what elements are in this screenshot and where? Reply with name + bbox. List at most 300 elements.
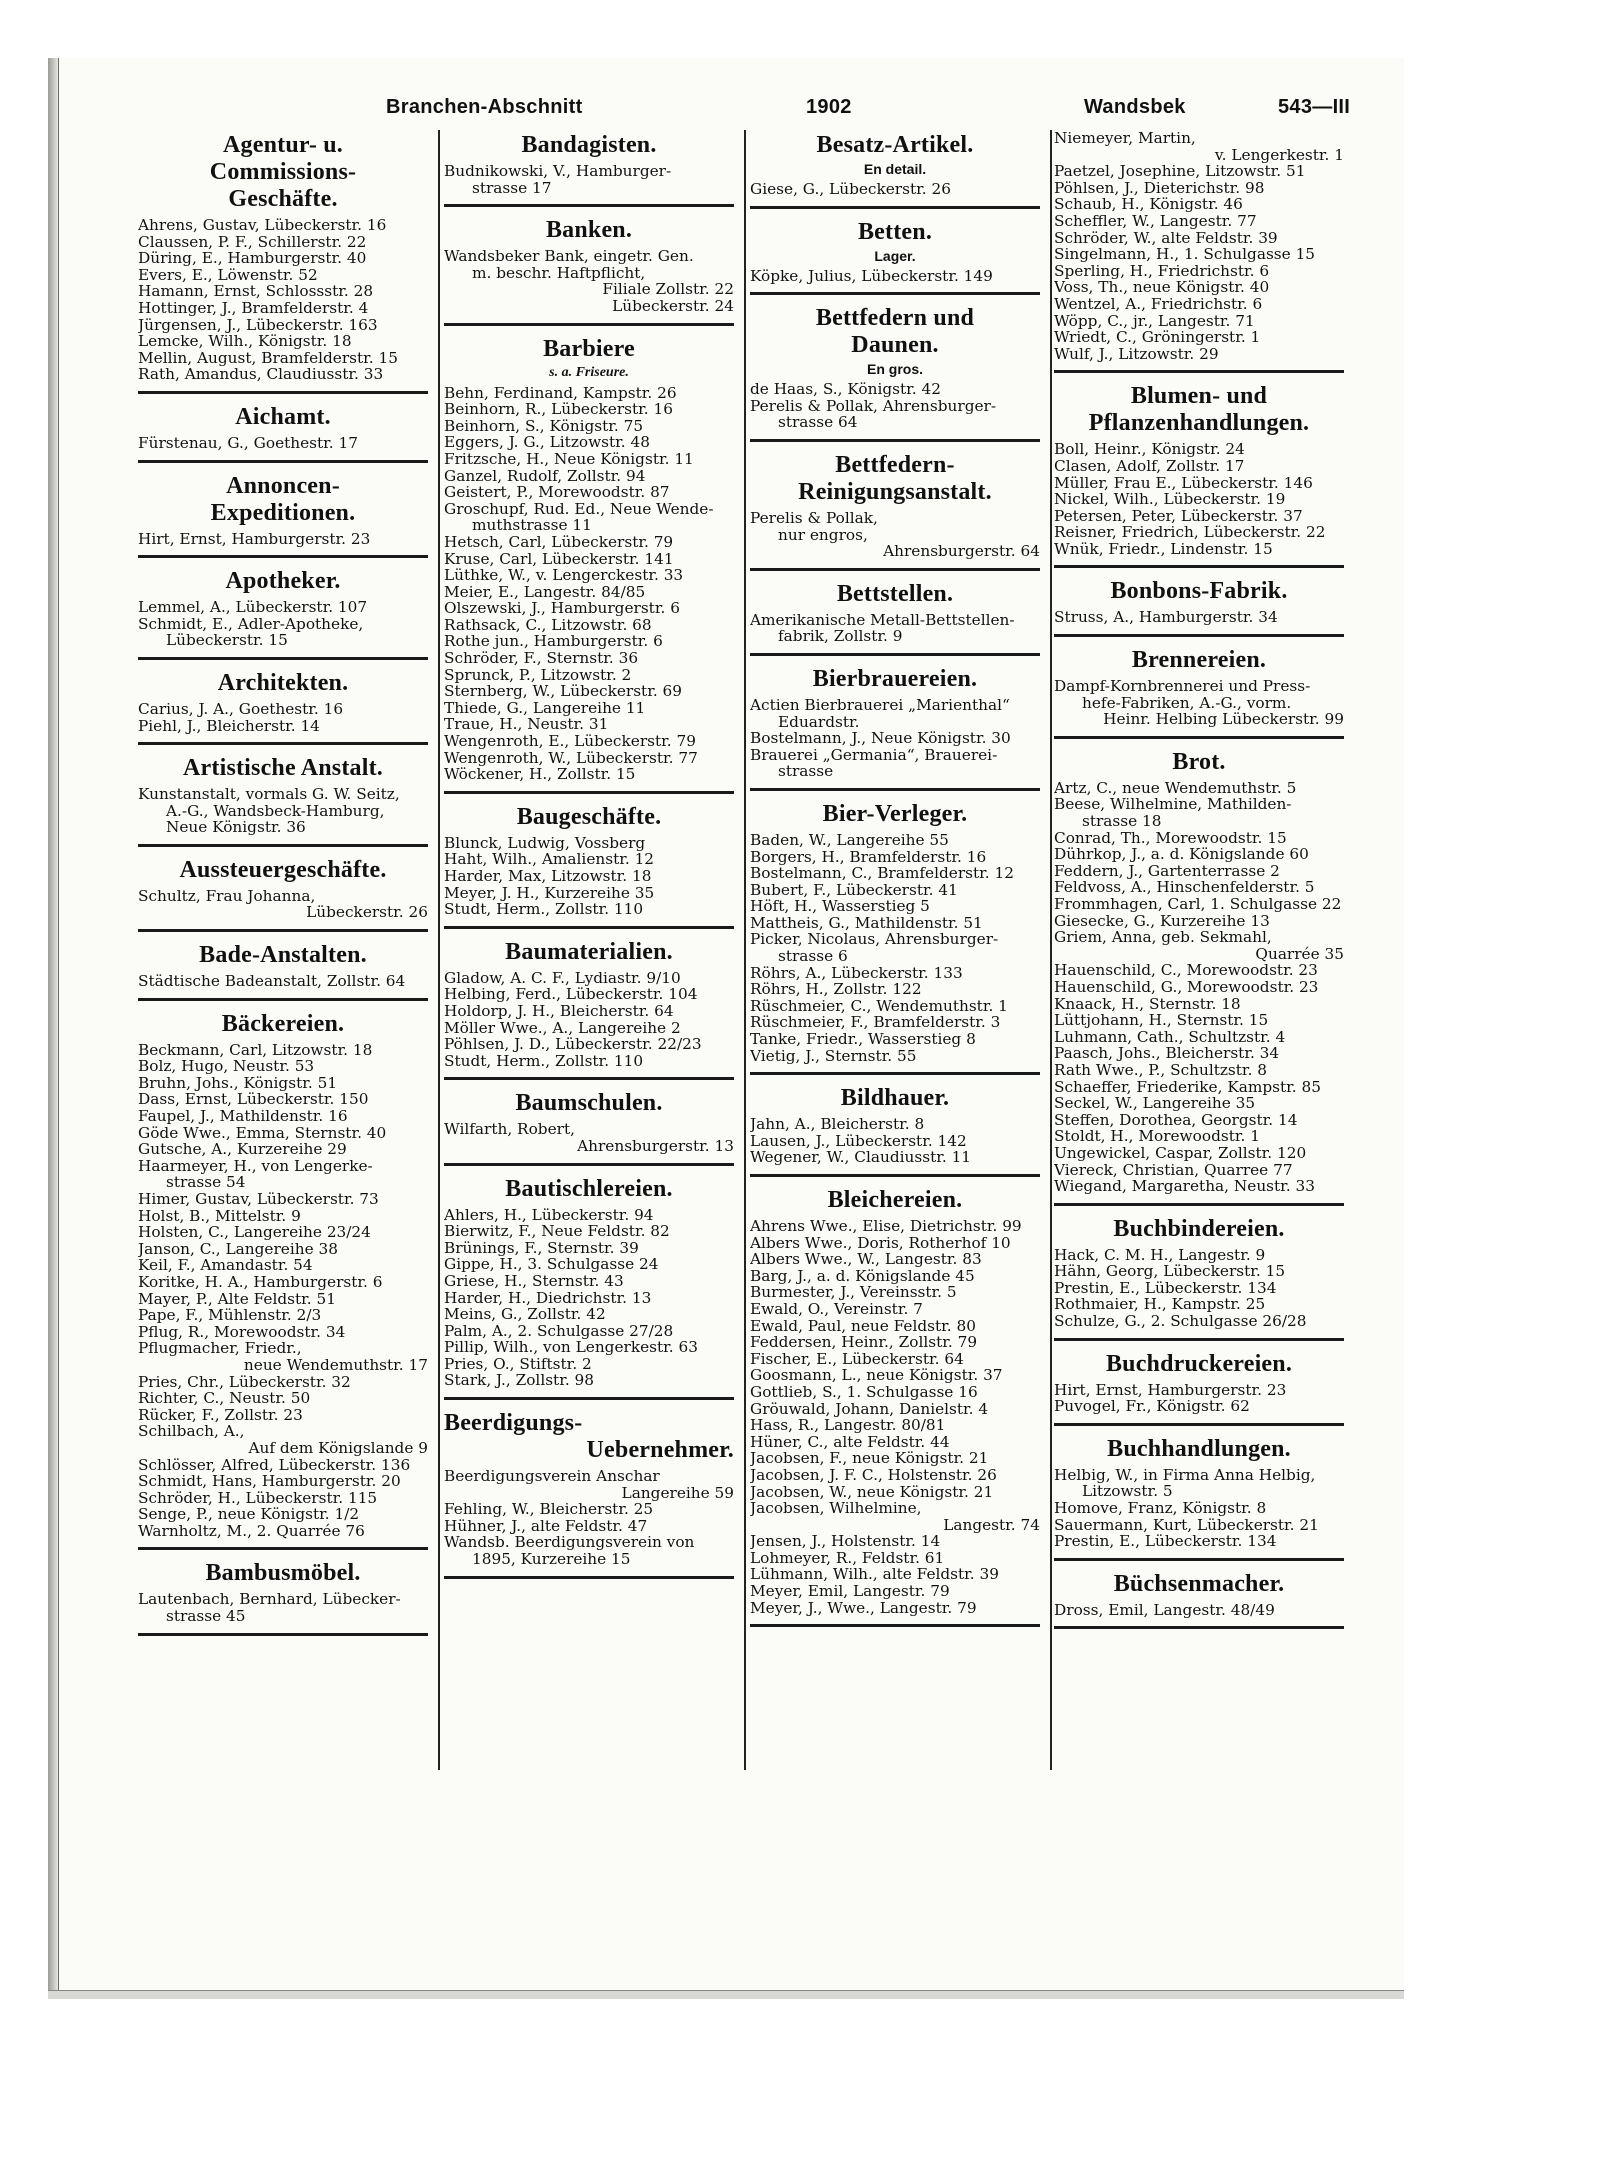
section-rule xyxy=(1054,1338,1344,1341)
directory-entry: Giesecke, G., Kurzereihe 13 xyxy=(1054,912,1270,930)
directory-entry: Barg, J., a. d. Königslande 45 xyxy=(750,1267,975,1285)
directory-entry: Gippe, H., 3. Schulgasse 24 xyxy=(444,1256,659,1273)
directory-entry: Behn, Ferdinand, Kampstr. 26 xyxy=(444,384,677,402)
directory-entry: de Haas, S., Königstr. 42 xyxy=(750,381,941,398)
directory-entry: Langestr. 74 xyxy=(943,1516,1040,1534)
directory-entry: Quarrée 35 xyxy=(1255,945,1344,963)
section-heading xyxy=(1054,578,1344,605)
directory-entry: Sperling, H., Friedrichstr. 6 xyxy=(1054,262,1270,280)
directory-entry: Rath, Amandus, Claudiusstr. 33 xyxy=(138,366,384,383)
section-heading-line: Bildhauer. xyxy=(840,1085,950,1112)
directory-entry: fabrik, Zollstr. 9 xyxy=(778,628,903,645)
directory-entry: Griem, Anna, geb. Sekmahl, xyxy=(1054,929,1272,946)
directory-entry: Eggers, J. G., Litzowstr. 48 xyxy=(444,434,650,451)
directory-entry: Haarmeyer, H., von Lengerke- xyxy=(138,1157,373,1175)
directory-entry: Richter, C., Neustr. 50 xyxy=(138,1390,311,1407)
section-heading-line: Reinigungsanstalt. xyxy=(798,478,992,505)
directory-entry: 1895, Kurzereihe 15 xyxy=(472,1551,631,1568)
section-rule xyxy=(444,791,734,794)
directory-entry: Jacobsen, W., neue Königstr. 21 xyxy=(750,1483,994,1501)
section-rule xyxy=(444,1576,734,1579)
directory-entry: Meyer, J., Wwe., Langestr. 79 xyxy=(750,1599,977,1617)
directory-entry: Homove, Franz, Königstr. 8 xyxy=(1054,1500,1267,1517)
section-heading xyxy=(444,1090,734,1117)
section-rule xyxy=(138,657,428,660)
section-heading xyxy=(138,670,428,697)
directory-entry: Schultz, Frau Johanna, xyxy=(138,887,316,905)
directory-entry: Fehling, W., Bleicherstr. 25 xyxy=(444,1501,654,1518)
directory-entry: Jürgensen, J., Lübeckerstr. 163 xyxy=(138,316,378,334)
directory-entry: Schröder, W., alte Feldstr. 39 xyxy=(1054,229,1278,247)
directory-entry: Rothmaier, H., Kampstr. 25 xyxy=(1054,1296,1266,1314)
directory-entry: Knaack, H., Sternstr. 18 xyxy=(1054,995,1241,1013)
directory-entry: Helbing, Ferd., Lübeckerstr. 104 xyxy=(444,986,698,1003)
directory-entry: Warnholtz, M., 2. Quarrée 76 xyxy=(138,1522,365,1540)
column-divider xyxy=(1050,130,1052,1770)
directory-entry: Brauerei „Germania“, Brauerei- xyxy=(750,746,998,764)
directory-entry: Petersen, Peter, Lübeckerstr. 37 xyxy=(1054,507,1303,525)
directory-entry: Pöhlsen, J., Dieterichstr. 98 xyxy=(1054,179,1265,197)
directory-entry: strasse xyxy=(778,763,834,780)
directory-section xyxy=(444,1410,734,1579)
section-heading xyxy=(1054,383,1344,437)
directory-entry: Eduardstr. xyxy=(778,713,860,731)
section-heading-line: Bambusmöbel. xyxy=(205,1560,361,1587)
header-section-title: Branchen-Abschnitt xyxy=(386,96,583,118)
section-heading xyxy=(138,568,428,595)
directory-entry: Wilfarth, Robert, xyxy=(444,1121,575,1138)
directory-entry: Koritke, H. A., Hamburgerstr. 6 xyxy=(138,1273,383,1291)
directory-entry: Wöpp, C., jr., Langestr. 71 xyxy=(1054,312,1255,330)
directory-entry: Lohmeyer, R., Feldstr. 61 xyxy=(750,1549,945,1567)
directory-entry: Rath Wwe., P., Schultzstr. 8 xyxy=(1054,1061,1268,1079)
directory-entry: Prestin, E., Lübeckerstr. 134 xyxy=(1054,1533,1277,1550)
directory-entry: Ahlers, H., Lübeckerstr. 94 xyxy=(444,1206,654,1224)
directory-section xyxy=(138,670,428,745)
directory-entry: Schmidt, Hans, Hamburgerstr. 20 xyxy=(138,1473,401,1490)
section-heading xyxy=(750,581,1040,608)
directory-entry: Schlösser, Alfred, Lübeckerstr. 136 xyxy=(138,1456,411,1474)
directory-entry: Clasen, Adolf, Zollstr. 17 xyxy=(1054,457,1245,475)
directory-entry: Hass, R., Langestr. 80/81 xyxy=(750,1417,946,1434)
directory-entry: Köpke, Julius, Lübeckerstr. 149 xyxy=(750,267,993,285)
section-heading-line: Betten. xyxy=(857,218,933,245)
page-edge xyxy=(48,1990,1404,1999)
directory-entry: Palm, A., 2. Schulgasse 27/28 xyxy=(444,1322,674,1340)
section-heading xyxy=(750,219,1040,246)
directory-entry: Lemcke, Wilh., Königstr. 18 xyxy=(138,333,352,350)
section-heading-line: Bettfedern und xyxy=(815,305,975,332)
section-rule xyxy=(444,926,734,929)
column-2 xyxy=(444,130,734,1589)
column-4 xyxy=(1054,130,1344,1639)
section-subheading: s. a. Friseure. xyxy=(549,364,629,380)
section-rule xyxy=(1054,370,1344,373)
section-rule xyxy=(750,292,1040,295)
section-rule xyxy=(1054,1626,1344,1629)
section-heading-line: Commissions- xyxy=(209,159,357,185)
section-rule xyxy=(750,788,1040,791)
directory-entry: Rathsack, C., Litzowstr. 68 xyxy=(444,616,652,634)
section-heading-line: Bautischlereien. xyxy=(505,1175,673,1202)
directory-entry: Helbig, W., in Firma Anna Helbig, xyxy=(1054,1466,1316,1484)
directory-entry: Burmester, J., Vereinsstr. 5 xyxy=(750,1284,957,1301)
directory-section xyxy=(1054,130,1344,373)
directory-page xyxy=(48,58,1404,1999)
directory-entry: Budnikowski, V., Hamburger- xyxy=(444,163,672,180)
directory-entry: Evers, E., Löwenstr. 52 xyxy=(138,266,318,284)
directory-entry: Wentzel, A., Friedrichstr. 6 xyxy=(1054,295,1263,313)
directory-entry: Lübeckerstr. 26 xyxy=(306,904,428,922)
directory-entry: Paetzel, Josephine, Litzowstr. 51 xyxy=(1054,163,1306,180)
directory-section xyxy=(444,804,734,929)
directory-section xyxy=(750,219,1040,296)
directory-entry: Traue, H., Neustr. 31 xyxy=(444,716,609,734)
column-divider xyxy=(744,130,746,1770)
section-rule xyxy=(444,323,734,326)
directory-entry: Schröder, H., Lübeckerstr. 115 xyxy=(138,1489,378,1507)
directory-entry: Mellin, August, Bramfelderstr. 15 xyxy=(138,349,398,367)
directory-section xyxy=(138,404,428,463)
directory-entry: Feddern, J., Gartenterrasse 2 xyxy=(1054,862,1280,880)
directory-entry: Keil, F., Amandastr. 54 xyxy=(138,1257,313,1274)
directory-entry: Auf dem Königslande 9 xyxy=(248,1439,428,1457)
section-rule xyxy=(138,929,428,932)
directory-entry: Röhrs, A., Lübeckerstr. 133 xyxy=(750,964,963,982)
directory-section xyxy=(1054,1571,1344,1630)
directory-entry: Schmidt, E., Adler-Apotheke, xyxy=(138,615,364,633)
directory-entry: Hauenschild, G., Morewoodstr. 23 xyxy=(1054,978,1319,996)
directory-entry: Pflugmacher, Friedr., xyxy=(138,1340,302,1357)
section-heading-line: Pflanzenhandlungen. xyxy=(1088,410,1310,437)
directory-entry: Albers Wwe., Doris, Rotherhof 10 xyxy=(750,1234,1011,1252)
directory-entry: Ahrensburgerstr. 13 xyxy=(577,1137,734,1155)
directory-entry: Lüthke, W., v. Lengerckestr. 33 xyxy=(444,567,684,584)
section-subheading: En gros. xyxy=(866,361,923,378)
directory-entry: Holdorp, J. H., Bleicherstr. 64 xyxy=(444,1002,674,1020)
directory-entry: Tanke, Friedr., Wasserstieg 8 xyxy=(750,1031,976,1048)
directory-entry: Dross, Emil, Langestr. 48/49 xyxy=(1054,1601,1275,1619)
directory-entry: Filiale Zollstr. 22 xyxy=(602,281,734,298)
directory-section xyxy=(1054,383,1344,568)
directory-entry: Dührkop, J., a. d. Königslande 60 xyxy=(1054,846,1309,863)
directory-section xyxy=(1054,1351,1344,1426)
directory-entry: Lühmann, Wilh., alte Feldstr. 39 xyxy=(750,1566,999,1584)
directory-entry: Lemmel, A., Lübeckerstr. 107 xyxy=(138,599,368,616)
directory-entry: Pape, F., Mühlenstr. 2/3 xyxy=(138,1307,322,1324)
directory-entry: Steffen, Dorothea, Georgstr. 14 xyxy=(1054,1111,1298,1129)
directory-entry: Bubert, F., Lübeckerstr. 41 xyxy=(750,881,958,899)
directory-entry: Stoldt, H., Morewoodstr. 1 xyxy=(1054,1128,1260,1145)
section-heading-line: Banken. xyxy=(545,217,633,244)
section-heading xyxy=(444,804,734,831)
directory-entry: Brünings, F., Sternstr. 39 xyxy=(444,1239,639,1257)
section-heading-line: Agentur- u. xyxy=(223,132,343,158)
section-heading xyxy=(750,801,1040,828)
directory-entry: Groschupf, Rud. Ed., Neue Wende- xyxy=(444,500,714,518)
directory-entry: Gutsche, A., Kurzereihe 29 xyxy=(138,1141,347,1158)
directory-entry: Hack, C. M. H., Langestr. 9 xyxy=(1054,1246,1266,1264)
section-heading xyxy=(750,1085,1040,1112)
directory-section xyxy=(444,336,734,794)
directory-section xyxy=(138,942,428,1001)
directory-entry: strasse 6 xyxy=(778,948,848,965)
section-heading xyxy=(444,132,734,159)
directory-entry: Dass, Ernst, Lübeckerstr. 150 xyxy=(138,1091,369,1109)
directory-entry: Sauermann, Kurt, Lübeckerstr. 21 xyxy=(1054,1516,1319,1534)
page-header xyxy=(136,96,1376,130)
section-heading-line: Bandagisten. xyxy=(521,132,657,158)
section-rule xyxy=(1054,634,1344,637)
section-heading-line: Blumen- und xyxy=(1130,383,1268,410)
section-rule xyxy=(750,1624,1040,1627)
directory-entry: Piehl, J., Bleicherstr. 14 xyxy=(138,717,320,735)
directory-entry: Dampf-Kornbrennerei und Press- xyxy=(1054,678,1311,695)
section-subheading: En detail. xyxy=(863,161,927,177)
directory-section xyxy=(444,132,734,207)
directory-section xyxy=(750,581,1040,656)
section-heading-line: Bade-Anstalten. xyxy=(199,942,367,969)
directory-entry: Hamann, Ernst, Schlossstr. 28 xyxy=(138,283,374,300)
section-rule xyxy=(750,1174,1040,1177)
section-heading xyxy=(750,1187,1040,1214)
directory-entry: Wriedt, C., Gröningerstr. 1 xyxy=(1054,329,1261,346)
section-heading xyxy=(1054,1436,1344,1463)
directory-entry: Voss, Th., neue Königstr. 40 xyxy=(1054,279,1270,296)
directory-entry: Göde Wwe., Emma, Sternstr. 40 xyxy=(138,1124,387,1142)
section-heading-line: Buchhandlungen. xyxy=(1107,1435,1291,1462)
column-1 xyxy=(138,130,428,1646)
section-heading xyxy=(750,132,1040,159)
directory-entry: Heinr. Helbing Lübeckerstr. 99 xyxy=(1103,711,1344,728)
directory-entry: Perelis & Pollak, Ahrensburger- xyxy=(750,397,997,415)
directory-entry: Hühner, J., alte Feldstr. 47 xyxy=(444,1517,648,1535)
section-heading xyxy=(138,755,428,782)
section-rule xyxy=(750,653,1040,656)
column-3 xyxy=(750,130,1040,1637)
directory-entry: Beese, Wilhelmine, Mathilden- xyxy=(1054,796,1292,814)
directory-entry: Fischer, E., Lübeckerstr. 64 xyxy=(750,1350,964,1368)
directory-entry: Städtische Badeanstalt, Zollstr. 64 xyxy=(138,973,406,990)
directory-entry: Olszewski, J., Hamburgerstr. 6 xyxy=(444,600,680,617)
directory-entry: Reisner, Friedrich, Lübeckerstr. 22 xyxy=(1054,524,1326,541)
directory-section xyxy=(1054,578,1344,637)
directory-section xyxy=(444,939,734,1081)
directory-entry: Struss, A., Hamburgerstr. 34 xyxy=(1054,609,1278,627)
section-heading-line: Beerdigungs- xyxy=(444,1410,583,1437)
directory-entry: Prestin, E., Lübeckerstr. 134 xyxy=(1054,1279,1277,1297)
section-heading xyxy=(1054,749,1344,776)
directory-entry: Höft, H., Wasserstieg 5 xyxy=(750,898,930,915)
directory-entry: Lautenbach, Bernhard, Lübecker- xyxy=(138,1591,401,1609)
directory-entry: Wöckener, H., Zollstr. 15 xyxy=(444,766,636,783)
section-rule xyxy=(138,998,428,1001)
directory-entry: Hetsch, Carl, Lübeckerstr. 79 xyxy=(444,533,674,551)
section-heading-line: Bettstellen. xyxy=(836,580,954,607)
directory-section xyxy=(138,568,428,660)
directory-section xyxy=(1054,749,1344,1206)
directory-entry: Hirt, Ernst, Hamburgerstr. 23 xyxy=(138,530,371,548)
directory-entry: Luhmann, Cath., Schultzstr. 4 xyxy=(1054,1028,1286,1046)
directory-entry: Beckmann, Carl, Litzowstr. 18 xyxy=(138,1041,373,1059)
section-subheading: Lager. xyxy=(874,247,916,264)
directory-entry: Blunck, Ludwig, Vossberg xyxy=(444,834,646,852)
directory-entry: Bolz, Hugo, Neustr. 53 xyxy=(138,1058,315,1075)
directory-entry: Schaub, H., Königstr. 46 xyxy=(1054,196,1243,213)
section-heading xyxy=(750,305,1040,359)
directory-entry: Ewald, Paul, neue Feldstr. 80 xyxy=(750,1317,976,1335)
directory-entry: Lübeckerstr. 15 xyxy=(166,632,288,649)
section-rule xyxy=(1054,565,1344,568)
directory-entry: A.-G., Wandsbeck-Hamburg, xyxy=(166,802,385,820)
directory-entry: Nickel, Wilh., Lübeckerstr. 19 xyxy=(1054,491,1286,508)
directory-entry: hefe-Fabriken, A.-G., vorm. xyxy=(1082,694,1292,712)
directory-entry: Schulze, G., 2. Schulgasse 26/28 xyxy=(1054,1313,1307,1330)
section-heading xyxy=(1054,1571,1344,1598)
section-heading xyxy=(138,857,428,884)
directory-entry: Fürstenau, G., Goethestr. 17 xyxy=(138,434,358,452)
section-heading xyxy=(138,1560,428,1587)
directory-entry: Scheffler, W., Langestr. 77 xyxy=(1054,212,1257,230)
directory-entry: Feddersen, Heinr., Zollstr. 79 xyxy=(750,1334,978,1351)
section-rule xyxy=(138,460,428,463)
directory-entry: neue Wendemuthstr. 17 xyxy=(243,1356,428,1374)
directory-entry: Studt, Herm., Zollstr. 110 xyxy=(444,901,644,918)
directory-section xyxy=(750,1187,1040,1627)
section-heading-line: Brennereien. xyxy=(1131,647,1267,674)
directory-entry: Studt, Herm., Zollstr. 110 xyxy=(444,1052,644,1070)
directory-entry: Jacobsen, J. F. C., Holstenstr. 26 xyxy=(750,1466,997,1484)
directory-entry: Rüschmeier, F., Bramfelderstr. 3 xyxy=(750,1014,1001,1032)
directory-entry: Ahrensburgerstr. 64 xyxy=(883,543,1040,560)
directory-entry: Pflug, R., Morewoodstr. 34 xyxy=(138,1323,346,1341)
directory-entry: Meins, G., Zollstr. 42 xyxy=(444,1306,606,1323)
header-page-number: 543—III xyxy=(1278,96,1351,118)
directory-entry: strasse 45 xyxy=(166,1608,246,1625)
section-rule xyxy=(1054,1558,1344,1561)
directory-entry: Wandsb. Beerdigungsverein von xyxy=(444,1534,695,1552)
section-heading xyxy=(444,217,734,244)
section-heading-line: Annoncen- xyxy=(226,472,340,499)
directory-entry: Senge, P., neue Königstr. 1/2 xyxy=(138,1506,360,1523)
directory-entry: Frommhagen, Carl, 1. Schulgasse 22 xyxy=(1054,896,1342,913)
section-heading xyxy=(138,404,428,431)
directory-section xyxy=(1054,1436,1344,1561)
directory-entry: strasse 64 xyxy=(778,414,858,431)
directory-entry: Kruse, Carl, Lübeckerstr. 141 xyxy=(444,550,674,568)
directory-entry: Boll, Heinr., Königstr. 24 xyxy=(1054,441,1245,458)
directory-entry: Lübeckerstr. 24 xyxy=(612,297,734,315)
section-heading-line: Buchbindereien. xyxy=(1113,1215,1285,1242)
section-rule xyxy=(444,1397,734,1400)
directory-entry: Seckel, W., Langereihe 35 xyxy=(1054,1095,1256,1112)
directory-entry: Pries, O., Stiftstr. 2 xyxy=(444,1355,592,1373)
directory-section xyxy=(138,1011,428,1551)
section-heading-line: Artistische Anstalt. xyxy=(183,755,383,782)
directory-entry: Hüner, C., alte Feldstr. 44 xyxy=(750,1433,950,1451)
directory-entry: Schaeffer, Friederike, Kampstr. 85 xyxy=(1054,1078,1321,1096)
directory-entry: Albers Wwe., W., Langestr. 83 xyxy=(750,1251,982,1268)
section-heading xyxy=(444,1410,734,1464)
directory-entry: Geistert, P., Morewoodstr. 87 xyxy=(444,484,670,501)
section-heading xyxy=(444,1176,734,1203)
directory-entry: Griese, H., Sternstr. 43 xyxy=(444,1272,624,1290)
directory-section xyxy=(138,857,428,932)
directory-entry: Kunstanstalt, vormals G. W. Seitz, xyxy=(138,786,400,803)
directory-entry: Hirt, Ernst, Hamburgerstr. 23 xyxy=(1054,1381,1287,1399)
section-heading xyxy=(1054,1216,1344,1243)
directory-entry: Janson, C., Langereihe 38 xyxy=(138,1240,338,1258)
section-heading-line: Bonbons-Fabrik. xyxy=(1110,578,1288,605)
directory-entry: Giese, G., Lübeckerstr. 26 xyxy=(750,181,951,198)
section-heading-line: Expeditionen. xyxy=(210,499,356,526)
directory-entry: Meyer, Emil, Langestr. 79 xyxy=(750,1583,950,1600)
directory-entry: Neue Königstr. 36 xyxy=(166,819,306,836)
directory-entry: Ganzel, Rudolf, Zollstr. 94 xyxy=(444,467,646,485)
section-heading xyxy=(138,942,428,969)
section-rule xyxy=(750,206,1040,209)
section-rule xyxy=(138,555,428,558)
directory-entry: Ungewickel, Caspar, Zollstr. 120 xyxy=(1054,1144,1307,1162)
directory-entry: m. beschr. Haftpflicht, xyxy=(472,264,646,282)
directory-section xyxy=(138,755,428,847)
directory-section xyxy=(750,452,1040,571)
directory-entry: Baden, W., Langereihe 55 xyxy=(750,831,949,849)
directory-entry: Haht, Wilh., Amalienstr. 12 xyxy=(444,851,655,868)
directory-entry: Beinhorn, S., Königstr. 75 xyxy=(444,417,644,435)
directory-entry: Jensen, J., Holstenstr. 14 xyxy=(750,1533,941,1550)
directory-entry: Ahrens Wwe., Elise, Dietrichstr. 99 xyxy=(750,1218,1022,1235)
directory-section xyxy=(1054,647,1344,739)
directory-section xyxy=(444,1090,734,1165)
directory-entry: Singelmann, H., 1. Schulgasse 15 xyxy=(1054,246,1316,263)
directory-entry: Wulf, J., Litzowstr. 29 xyxy=(1054,345,1219,363)
section-heading-line: Baumaterialien. xyxy=(505,938,673,965)
directory-entry: Thiede, G., Langereihe 11 xyxy=(444,699,646,717)
directory-section xyxy=(1054,1216,1344,1341)
directory-entry: Niemeyer, Martin, xyxy=(1054,130,1196,147)
section-heading xyxy=(1054,1351,1344,1378)
directory-entry: Röhrs, H., Zollstr. 122 xyxy=(750,981,922,998)
directory-entry: Bostelmann, C., Bramfelderstr. 12 xyxy=(750,865,1014,882)
book-binding xyxy=(48,58,58,1999)
directory-entry: Pöhlsen, J. D., Lübeckerstr. 22/23 xyxy=(444,1036,702,1053)
directory-entry: Harder, H., Diedrichstr. 13 xyxy=(444,1289,652,1307)
directory-entry: Harder, Max, Litzowstr. 18 xyxy=(444,868,652,885)
directory-entry: Rothe jun., Hamburgerstr. 6 xyxy=(444,633,663,651)
directory-entry: Bruhn, Johs., Königstr. 51 xyxy=(138,1074,338,1092)
section-rule xyxy=(138,1633,428,1636)
directory-entry: Pries, Chr., Lübeckerstr. 32 xyxy=(138,1373,351,1391)
directory-entry: Bierwitz, F., Neue Feldstr. 82 xyxy=(444,1223,670,1240)
directory-entry: Beinhorn, R., Lübeckerstr. 16 xyxy=(444,401,673,418)
section-heading-line: Architekten. xyxy=(217,669,349,696)
directory-entry: Picker, Nicolaus, Ahrensburger- xyxy=(750,931,999,949)
section-heading xyxy=(444,336,734,363)
section-heading-line: Bleichereien. xyxy=(827,1187,963,1213)
directory-entry: muthstrasse 11 xyxy=(472,517,592,534)
directory-entry: Faupel, J., Mathildenstr. 16 xyxy=(138,1108,348,1125)
directory-entry: Stark, J., Zollstr. 98 xyxy=(444,1372,595,1390)
section-heading-line: Baumschulen. xyxy=(515,1090,663,1117)
directory-entry: Hauenschild, C., Morewoodstr. 23 xyxy=(1054,962,1318,979)
directory-entry: Beerdigungsverein Anschar xyxy=(444,1468,660,1485)
section-heading xyxy=(1054,647,1344,674)
section-heading-line: Besatz-Artikel. xyxy=(816,132,974,158)
binding-edge xyxy=(58,58,59,1999)
directory-entry: Fritzsche, H., Neue Königstr. 11 xyxy=(444,450,694,468)
directory-entry: Lüttjohann, H., Sternstr. 15 xyxy=(1054,1012,1269,1029)
